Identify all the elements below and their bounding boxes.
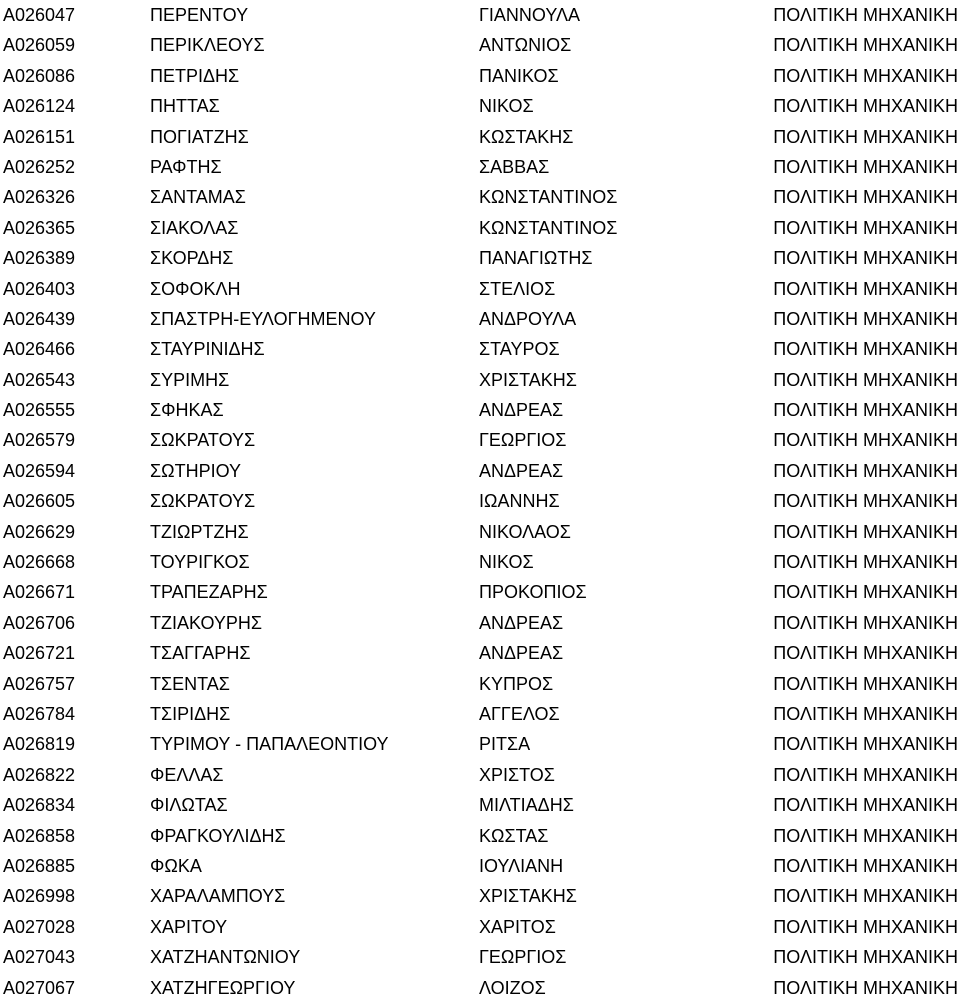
- first-name: ΡΙΤΣΑ: [479, 734, 531, 755]
- surname: ΤΖΙΑΚΟΥΡΗΣ: [150, 612, 263, 633]
- department: ΠΟΛΙΤΙΚΗ ΜΗΧΑΝΙΚΗ: [773, 764, 958, 785]
- table-row: [0, 274, 960, 304]
- surname: ΤΣΑΓΓΑΡΗΣ: [150, 643, 251, 664]
- surname: ΣΑΝΤΑΜΑΣ: [150, 187, 246, 208]
- table-row: [0, 790, 960, 820]
- department: ΠΟΛΙΤΙΚΗ ΜΗΧΑΝΙΚΗ: [773, 156, 958, 177]
- surname: ΧΑΡΙΤΟΥ: [150, 916, 228, 937]
- department: ΠΟΛΙΤΙΚΗ ΜΗΧΑΝΙΚΗ: [773, 460, 958, 481]
- surname: ΣΩΚΡΑΤΟΥΣ: [150, 430, 256, 451]
- department: ΠΟΛΙΤΙΚΗ ΜΗΧΑΝΙΚΗ: [773, 734, 958, 755]
- department: ΠΟΛΙΤΙΚΗ ΜΗΧΑΝΙΚΗ: [773, 400, 958, 421]
- surname: ΣΙΑΚΟΛΑΣ: [150, 217, 239, 238]
- surname: ΠΕΤΡΙΔΗΣ: [150, 65, 240, 86]
- table-row: [0, 395, 960, 425]
- first-name: ΑΝΔΡΕΑΣ: [479, 400, 564, 421]
- applicant-id: A026365: [3, 217, 76, 238]
- applicant-id: A026885: [3, 855, 76, 876]
- department: ΠΟΛΙΤΙΚΗ ΜΗΧΑΝΙΚΗ: [773, 187, 958, 208]
- table-row: [0, 122, 960, 152]
- table-row: [0, 729, 960, 759]
- first-name: ΠΑΝΑΓΙΩΤΗΣ: [479, 248, 593, 269]
- table-row: [0, 699, 960, 729]
- applicant-id: A026706: [3, 612, 76, 633]
- first-name: ΧΡΙΣΤΑΚΗΣ: [479, 886, 577, 907]
- first-name: ΚΩΣΤΑΣ: [479, 825, 549, 846]
- department: ΠΟΛΙΤΙΚΗ ΜΗΧΑΝΙΚΗ: [773, 248, 958, 269]
- first-name: ΓΕΩΡΓΙΟΣ: [479, 430, 567, 451]
- first-name: ΙΟΥΛΙΑΝΗ: [479, 855, 564, 876]
- table-row: [0, 547, 960, 577]
- table-row: [0, 577, 960, 607]
- table-row: [0, 760, 960, 790]
- department: ΠΟΛΙΤΙΚΗ ΜΗΧΑΝΙΚΗ: [773, 369, 958, 390]
- department: ΠΟΛΙΤΙΚΗ ΜΗΧΑΝΙΚΗ: [773, 916, 958, 937]
- table-row: [0, 851, 960, 881]
- table-row: [0, 91, 960, 121]
- applicant-id: A026403: [3, 278, 76, 299]
- department: ΠΟΛΙΤΙΚΗ ΜΗΧΑΝΙΚΗ: [773, 552, 958, 573]
- department: ΠΟΛΙΤΙΚΗ ΜΗΧΑΝΙΚΗ: [773, 673, 958, 694]
- surname: ΠΗΤΤΑΣ: [150, 96, 220, 117]
- first-name: ΣΤΕΛΙΟΣ: [479, 278, 556, 299]
- surname: ΤΡΑΠΕΖΑΡΗΣ: [150, 582, 268, 603]
- table-row: [0, 669, 960, 699]
- applicant-id: A026326: [3, 187, 76, 208]
- first-name: ΣΤΑΥΡΟΣ: [479, 339, 560, 360]
- applicant-id: A026858: [3, 825, 76, 846]
- first-name: ΝΙΚΟΣ: [479, 96, 534, 117]
- applicant-id: A026784: [3, 703, 76, 724]
- applicant-id: A026721: [3, 643, 76, 664]
- first-name: ΓΕΩΡΓΙΟΣ: [479, 947, 567, 968]
- applicant-id: A026671: [3, 582, 76, 603]
- applicant-id: A026668: [3, 552, 76, 573]
- table-row: [0, 942, 960, 972]
- department: ΠΟΛΙΤΙΚΗ ΜΗΧΑΝΙΚΗ: [773, 5, 958, 25]
- table-row: [0, 608, 960, 638]
- surname: ΦΕΛΛΑΣ: [150, 764, 224, 785]
- applicant-id: A027028: [3, 916, 76, 937]
- applicant-id: A027043: [3, 947, 76, 968]
- applicant-id: A026605: [3, 491, 76, 512]
- applicant-id: A027067: [3, 977, 76, 998]
- applicant-id: A026439: [3, 308, 76, 329]
- applicant-id: A026579: [3, 430, 76, 451]
- first-name: ΑΝΔΡΟΥΛΑ: [479, 308, 577, 329]
- applicant-id: A026086: [3, 65, 76, 86]
- surname: ΣΚΟΡΔΗΣ: [150, 248, 234, 269]
- applicant-id: A026594: [3, 460, 76, 481]
- surname: ΤΖΙΩΡΤΖΗΣ: [150, 521, 249, 542]
- department: ΠΟΛΙΤΙΚΗ ΜΗΧΑΝΙΚΗ: [773, 703, 958, 724]
- department: ΠΟΛΙΤΙΚΗ ΜΗΧΑΝΙΚΗ: [773, 278, 958, 299]
- table-row: [0, 0, 960, 30]
- surname: ΣΥΡΙΜΗΣ: [150, 369, 230, 390]
- first-name: ΚΩΣΤΑΚΗΣ: [479, 126, 574, 147]
- department: ΠΟΛΙΤΙΚΗ ΜΗΧΑΝΙΚΗ: [773, 947, 958, 968]
- department: ΠΟΛΙΤΙΚΗ ΜΗΧΑΝΙΚΗ: [773, 855, 958, 876]
- table-row: [0, 456, 960, 486]
- applicant-id: A026047: [3, 5, 76, 25]
- first-name: ΚΥΠΡΟΣ: [479, 673, 554, 694]
- department: ΠΟΛΙΤΙΚΗ ΜΗΧΑΝΙΚΗ: [773, 521, 958, 542]
- first-name: ΧΑΡΙΤΟΣ: [479, 916, 556, 937]
- surname: ΧΑΤΖΗΑΝΤΩΝΙΟΥ: [150, 947, 301, 968]
- applicant-id: A026059: [3, 35, 76, 56]
- department: ΠΟΛΙΤΙΚΗ ΜΗΧΑΝΙΚΗ: [773, 825, 958, 846]
- table-row: [0, 973, 960, 1003]
- surname: ΣΩΤΗΡΙΟΥ: [150, 460, 242, 481]
- first-name: ΝΙΚΟΣ: [479, 552, 534, 573]
- applicant-id: A026466: [3, 339, 76, 360]
- department: ΠΟΛΙΤΙΚΗ ΜΗΧΑΝΙΚΗ: [773, 217, 958, 238]
- table-row: [0, 243, 960, 273]
- applicant-id: A026389: [3, 248, 76, 269]
- first-name: ΝΙΚΟΛΑΟΣ: [479, 521, 571, 542]
- first-name: ΑΝΔΡΕΑΣ: [479, 643, 564, 664]
- department: ΠΟΛΙΤΙΚΗ ΜΗΧΑΝΙΚΗ: [773, 430, 958, 451]
- first-name: ΧΡΙΣΤΟΣ: [479, 764, 555, 785]
- department: ΠΟΛΙΤΙΚΗ ΜΗΧΑΝΙΚΗ: [773, 491, 958, 512]
- first-name: ΚΩΝΣΤΑΝΤΙΝΟΣ: [479, 187, 618, 208]
- first-name: ΚΩΝΣΤΑΝΤΙΝΟΣ: [479, 217, 618, 238]
- table-row: [0, 486, 960, 516]
- surname: ΧΑΤΖΗΓΕΩΡΓΙΟΥ: [150, 977, 296, 998]
- surname: ΠΟΓΙΑΤΖΗΣ: [150, 126, 249, 147]
- first-name: ΑΝΔΡΕΑΣ: [479, 612, 564, 633]
- department: ΠΟΛΙΤΙΚΗ ΜΗΧΑΝΙΚΗ: [773, 886, 958, 907]
- surname: ΧΑΡΑΛΑΜΠΟΥΣ: [150, 886, 286, 907]
- department: ΠΟΛΙΤΙΚΗ ΜΗΧΑΝΙΚΗ: [773, 643, 958, 664]
- table-row: [0, 30, 960, 60]
- applicant-id: A026834: [3, 795, 76, 816]
- table-row: [0, 182, 960, 212]
- applicant-id: A026555: [3, 400, 76, 421]
- table-row: [0, 61, 960, 91]
- first-name: ΧΡΙΣΤΑΚΗΣ: [479, 369, 577, 390]
- table-row: [0, 821, 960, 851]
- department: ΠΟΛΙΤΙΚΗ ΜΗΧΑΝΙΚΗ: [773, 96, 958, 117]
- surname: ΦΡΑΓΚΟΥΛΙΔΗΣ: [150, 825, 286, 846]
- surname: ΣΤΑΥΡΙΝΙΔΗΣ: [150, 339, 265, 360]
- first-name: ΑΝΔΡΕΑΣ: [479, 460, 564, 481]
- department: ΠΟΛΙΤΙΚΗ ΜΗΧΑΝΙΚΗ: [773, 35, 958, 56]
- table-row: [0, 425, 960, 455]
- first-name: ΙΩΑΝΝΗΣ: [479, 491, 560, 512]
- surname: ΤΣΙΡΙΔΗΣ: [150, 703, 231, 724]
- department: ΠΟΛΙΤΙΚΗ ΜΗΧΑΝΙΚΗ: [773, 308, 958, 329]
- surname: ΣΦΗΚΑΣ: [150, 400, 224, 421]
- applicant-id: A026757: [3, 673, 76, 694]
- first-name: ΑΝΤΩΝΙΟΣ: [479, 35, 572, 56]
- first-name: ΑΓΓΕΛΟΣ: [479, 703, 560, 724]
- table-row: [0, 213, 960, 243]
- surname: ΣΩΚΡΑΤΟΥΣ: [150, 491, 256, 512]
- surname: ΦΩΚΑ: [150, 855, 202, 876]
- department: ΠΟΛΙΤΙΚΗ ΜΗΧΑΝΙΚΗ: [773, 339, 958, 360]
- first-name: ΛΟΙΖΟΣ: [479, 977, 546, 998]
- surname: ΠΕΡΙΚΛΕΟΥΣ: [150, 35, 265, 56]
- department: ΠΟΛΙΤΙΚΗ ΜΗΧΑΝΙΚΗ: [773, 65, 958, 86]
- first-name: ΜΙΛΤΙΑΔΗΣ: [479, 795, 574, 816]
- department: ΠΟΛΙΤΙΚΗ ΜΗΧΑΝΙΚΗ: [773, 795, 958, 816]
- table-row: [0, 365, 960, 395]
- surname: ΡΑΦΤΗΣ: [150, 156, 222, 177]
- applicant-id: A026543: [3, 369, 76, 390]
- applicant-id: A026998: [3, 886, 76, 907]
- applicant-id: A026252: [3, 156, 76, 177]
- applicant-id: A026629: [3, 521, 76, 542]
- surname: ΤΥΡΙΜΟΥ - ΠΑΠΑΛΕΟΝΤΙΟΥ: [150, 734, 389, 755]
- table-row: [0, 912, 960, 942]
- first-name: ΣΑΒΒΑΣ: [479, 156, 550, 177]
- table-row: [0, 517, 960, 547]
- first-name: ΠΑΝΙΚΟΣ: [479, 65, 559, 86]
- applicant-id: A026151: [3, 126, 76, 147]
- surname: ΣΠΑΣΤΡΗ-ΕΥΛΟΓΗΜΕΝΟΥ: [150, 308, 376, 329]
- applicant-id: A026124: [3, 96, 76, 117]
- first-name: ΠΡΟΚΟΠΙΟΣ: [479, 582, 587, 603]
- table-row: [0, 334, 960, 364]
- table-row: [0, 881, 960, 911]
- department: ΠΟΛΙΤΙΚΗ ΜΗΧΑΝΙΚΗ: [773, 582, 958, 603]
- first-name: ΓΙΑΝΝΟΥΛΑ: [479, 5, 581, 25]
- department: ΠΟΛΙΤΙΚΗ ΜΗΧΑΝΙΚΗ: [773, 612, 958, 633]
- applicant-id: A026819: [3, 734, 76, 755]
- surname: ΣΟΦΟΚΛΗ: [150, 278, 241, 299]
- surname: ΠΕΡΕΝΤΟΥ: [150, 5, 249, 25]
- surname: ΦΙΛΩΤΑΣ: [150, 795, 228, 816]
- table-row: [0, 152, 960, 182]
- applicant-id: A026822: [3, 764, 76, 785]
- surname: ΤΟΥΡΙΓΚΟΣ: [150, 552, 250, 573]
- department: ΠΟΛΙΤΙΚΗ ΜΗΧΑΝΙΚΗ: [773, 977, 958, 998]
- table-row: [0, 304, 960, 334]
- table-row: [0, 638, 960, 668]
- department: ΠΟΛΙΤΙΚΗ ΜΗΧΑΝΙΚΗ: [773, 126, 958, 147]
- surname: ΤΣΕΝΤΑΣ: [150, 673, 230, 694]
